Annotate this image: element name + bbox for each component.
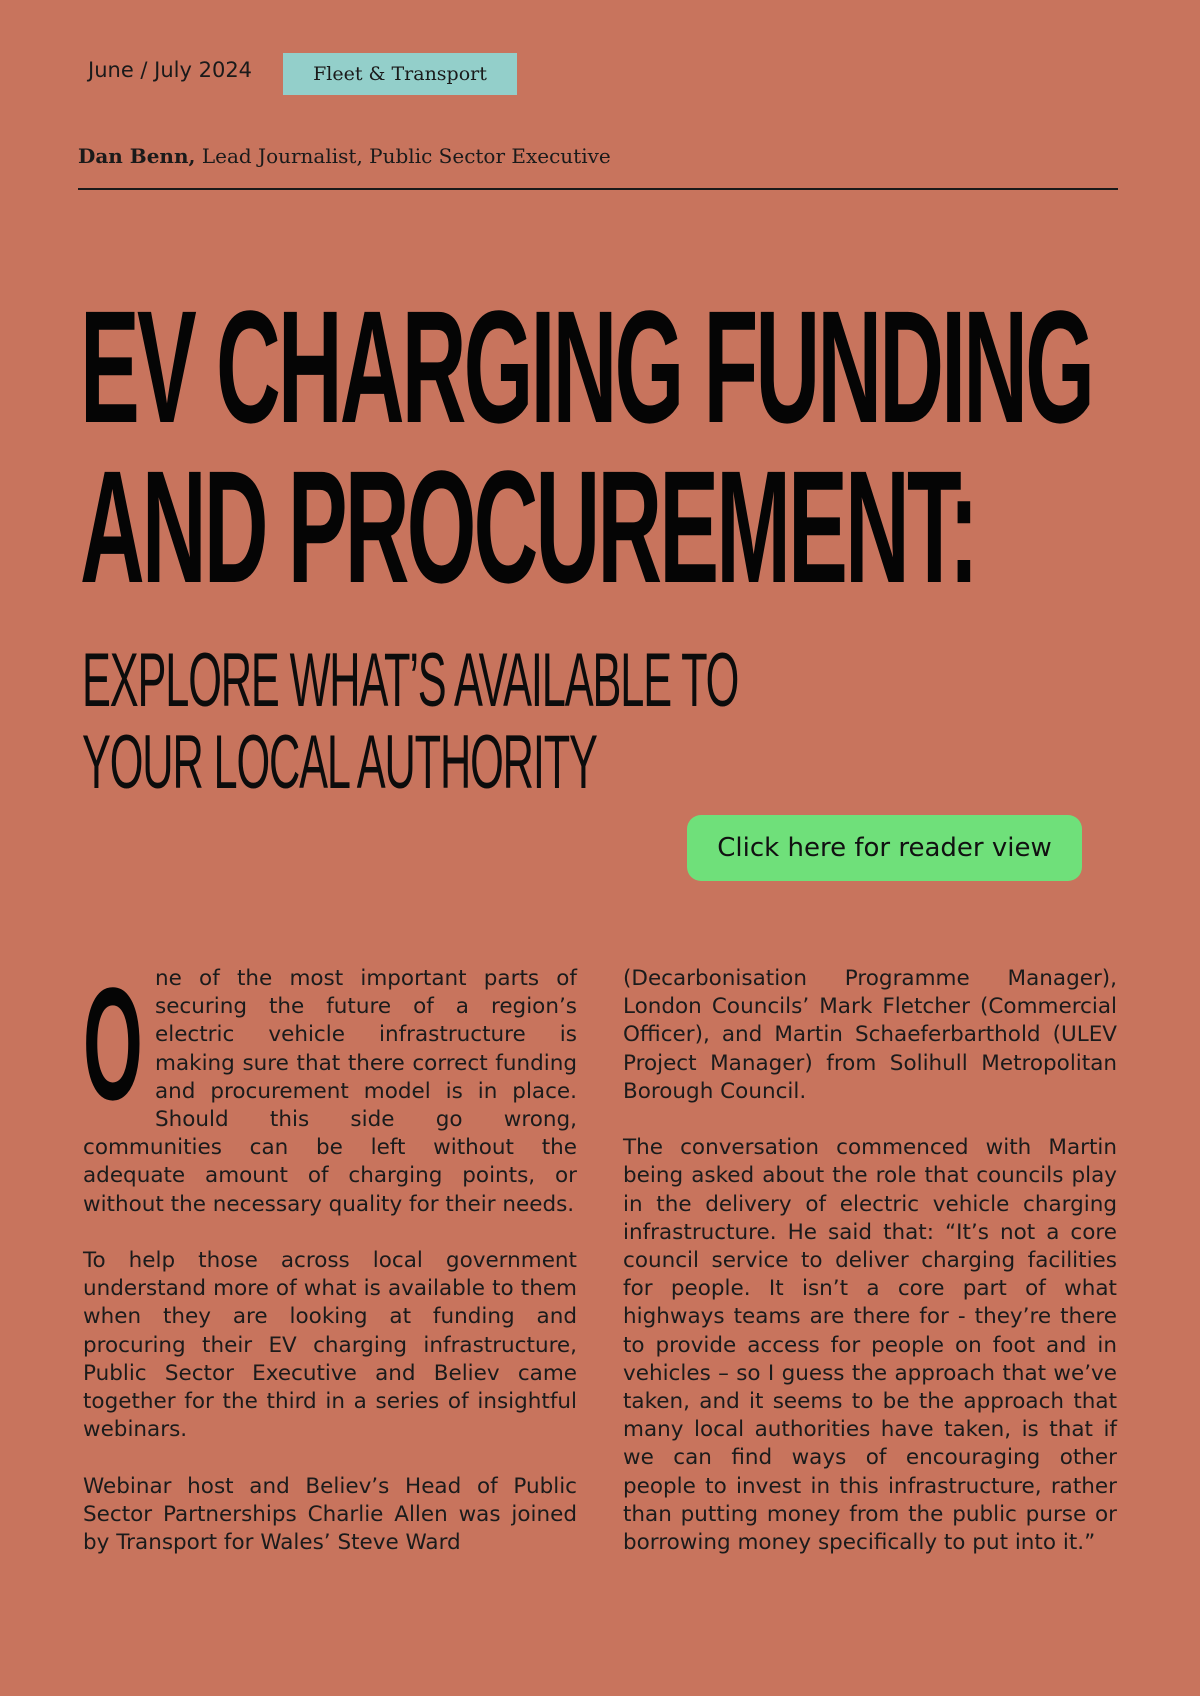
article-paragraph: Webinar host and Believ’s Head of Public Sector Partnerships Charlie Allen was joined by Transport for Wales’ Steve Ward <box>83 1473 577 1556</box>
article-paragraph: The conversation commenced with Martin being asked about the role that councils play in the delivery of electric vehicle charging infrastructure. He said that: “It’s not a core council service to deliver charging facilities for people. It isn’t a core part of what highways teams are there for - they’re there to provide access for people on foot and in vehicles – so I guess the approach that we’ve taken, and it seems to be the approach that many local authorities have taken, is that if we can find ways of encouraging other people to invest in this infrastructure, rather than putting money from the public purse or borrowing money specifically to put into it.” <box>623 1135 1117 1556</box>
author-role: Lead Journalist, Public Sector Executive <box>201 144 611 168</box>
reader-view-button[interactable]: Click here for reader view <box>687 815 1082 881</box>
article-subheadline <box>82 640 738 804</box>
article-paragraph: (Decarbonisation Programme Manager), London Councils’ Mark Fletcher (Commercial Officer), and Martin Schaeferbarthold (ULEV Project Manager) from Solihull Metropolitan Borough Council. <box>623 966 1117 1104</box>
article-paragraph <box>83 954 577 1219</box>
headline-line-2: AND PROCUREMENT: <box>80 437 976 616</box>
subheadline-line-1: EXPLORE WHAT’S AVAILABLE TO <box>82 638 739 723</box>
drop-cap: O <box>83 954 143 1133</box>
header-divider <box>78 188 1118 190</box>
article-paragraph: To help those across local government understand more of what is available to them when they are looking at funding and procuring their EV charging infrastructure, Public Sector Executive and Believ came together for the third in a series of insightful webinars. <box>83 1248 577 1443</box>
issue-date: June / July 2024 <box>88 58 253 82</box>
article-column-left <box>83 954 577 1585</box>
headline-line-1: EV CHARGING FUNDING <box>80 277 1093 456</box>
byline <box>78 144 611 168</box>
paragraph-text: ne of the most important parts of securing the future of a region’s electric vehicle infrastructure is making sure that there correct funding and procurement model is in place. Should this side go wrong, communities can be left without the adequate amount of charging points, or without the necessary quality for their needs. <box>83 966 577 1217</box>
article-headline <box>80 277 1093 616</box>
subheadline-line-2: YOUR LOCAL AUTHORITY <box>82 720 597 805</box>
section-tag: Fleet & Transport <box>283 53 517 95</box>
article-column-right <box>623 965 1117 1585</box>
author-name: Dan Benn, <box>78 144 196 168</box>
